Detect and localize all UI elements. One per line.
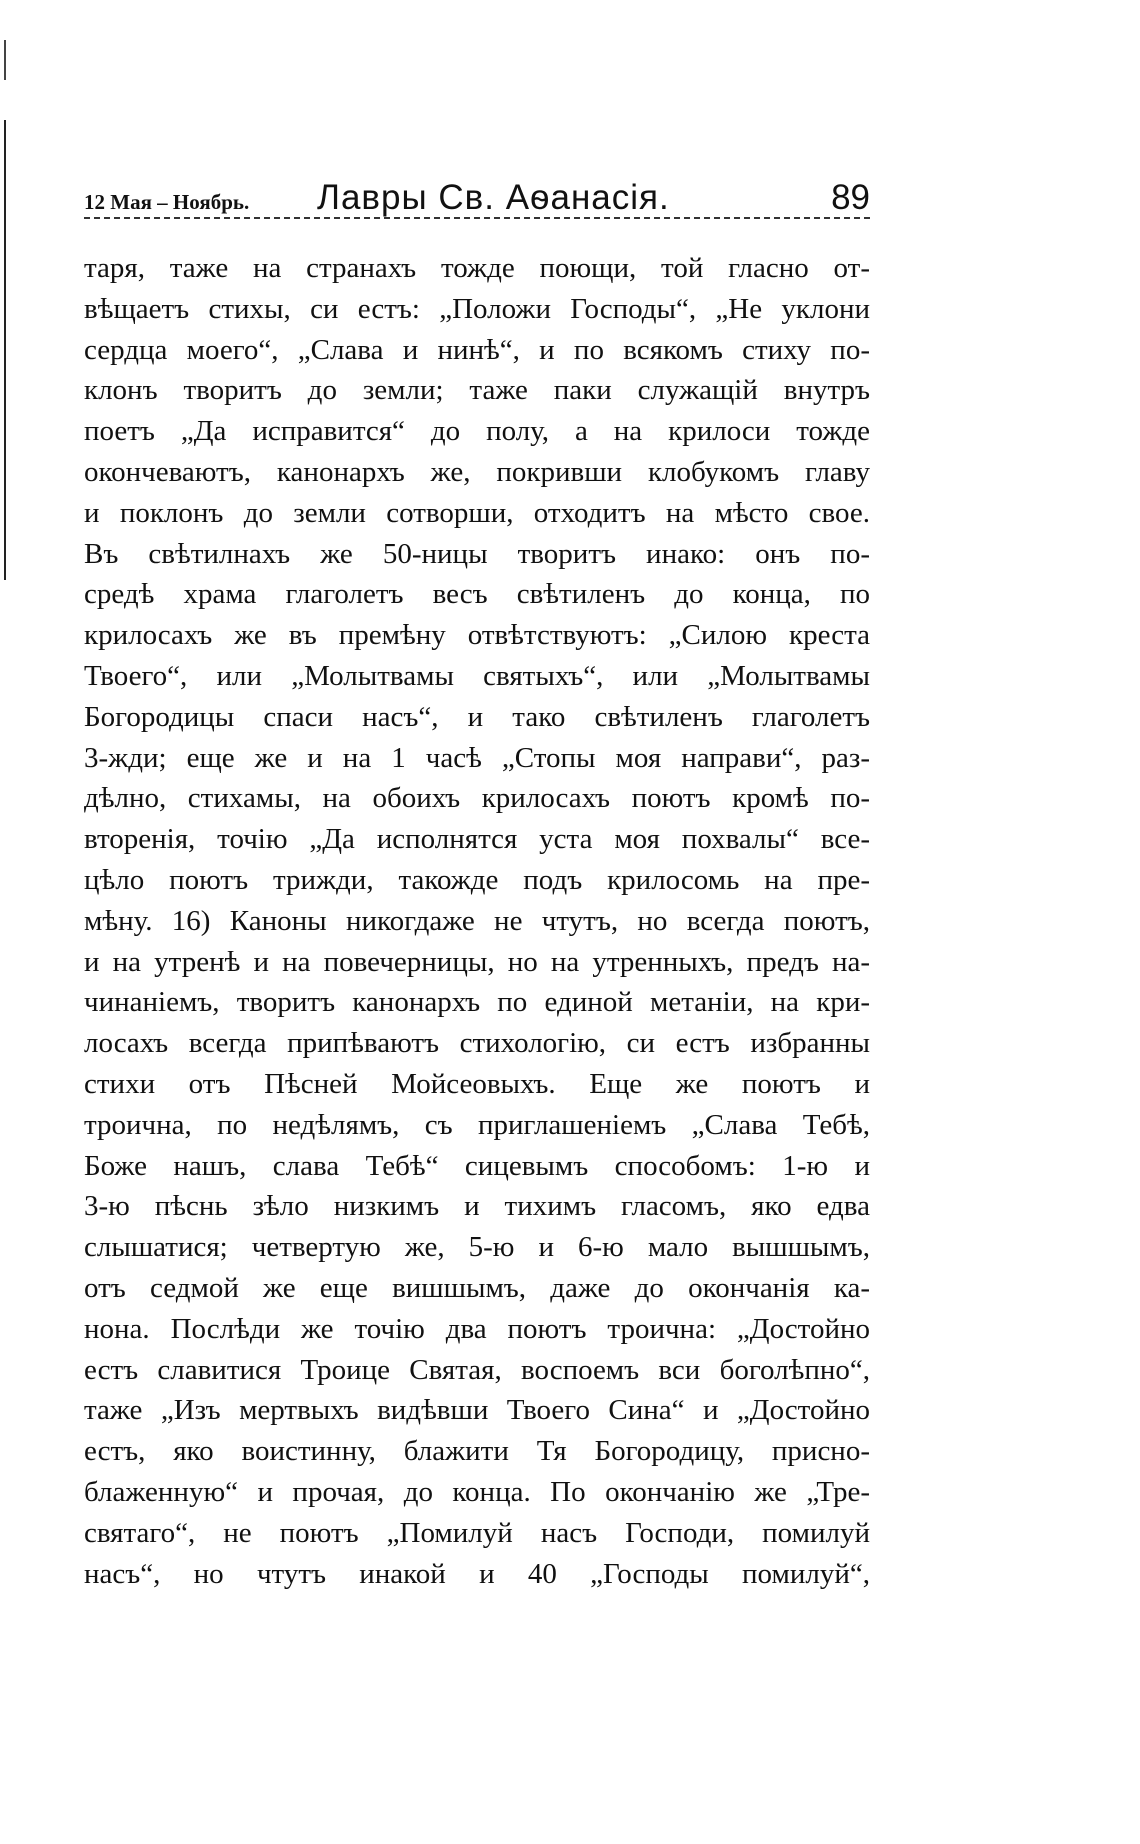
- scan-edge-mark: [4, 40, 6, 80]
- text-line: нона. Послѣди же точію два поютъ троична: „Достойно: [84, 1312, 870, 1345]
- text-line: таже „Изъ мертвыхъ видѣвши Твоего Сина“ и „Достойно: [84, 1394, 870, 1427]
- text-line: блаженную“ и прочая, до конца. По окончанію же „Тре-: [84, 1475, 870, 1508]
- text-line: троична, по недѣлямъ, съ приглашеніемъ „Слава Тебѣ,: [84, 1108, 870, 1141]
- text-line: стихи отъ Пѣсней Мойсеовыхъ. Еще же поютъ и: [84, 1067, 870, 1100]
- text-line: Боже нашъ, слава Тебѣ“ сицевымъ способомъ: 1-ю и: [84, 1149, 870, 1182]
- text-line: Въ свѣтилнахъ же 50-ницы творитъ инако: онъ по-: [84, 537, 870, 570]
- text-line: 3-ю пѣснь зѣло низкимъ и тихимъ гласомъ, яко едва: [84, 1190, 870, 1223]
- text-line: цѣло поютъ трижди, такожде подъ крилосомь на пре-: [84, 863, 870, 896]
- text-line: насъ“, но чтутъ инакой и 40 „Господы помилуй“,: [84, 1557, 870, 1590]
- text-line: окончеваютъ, канонархъ же, покривши клобукомъ главу: [84, 455, 870, 488]
- running-header: [84, 178, 870, 222]
- text-line: слышатися; четвертую же, 5-ю и 6-ю мало вышшымъ,: [84, 1231, 870, 1264]
- text-line: естъ, яко воистинну, блажити Тя Богородицу, присно-: [84, 1435, 870, 1468]
- text-line: клонъ творитъ до земли; таже паки служащій внутръ: [84, 374, 870, 407]
- text-line: вѣщаетъ стихы, си естъ: „Положи Господы“, „Не уклони: [84, 292, 870, 325]
- text-line: Твоего“, или „Молытвамы святыхъ“, или „Молытвамы: [84, 659, 870, 692]
- text-line: сердца моего“, „Слава и нинѣ“, и по всякомъ стиху по-: [84, 333, 870, 366]
- text-line: чинаніемъ, творитъ канонархъ по единой метаніи, на кри-: [84, 986, 870, 1019]
- scan-edge-line: [4, 120, 6, 580]
- text-line: поетъ „Да исправится“ до полу, а на крилоси тожде: [84, 415, 870, 448]
- header-date-range: 12 Мая – Ноябрь.: [84, 190, 250, 214]
- text-line: отъ седмой же еще вишшымъ, даже до окончанія ка-: [84, 1271, 870, 1304]
- text-line: крилосахъ же въ премѣну отвѣтствуютъ: „Силою креста: [84, 619, 870, 652]
- header-title: Лавры Св. Аѳанасія.: [317, 178, 670, 217]
- text-line: святаго“, не поютъ „Помилуй насъ Господи, помилуй: [84, 1516, 870, 1549]
- text-line: дѣлно, стихамы, на обоихъ крилосахъ поютъ кромѣ по-: [84, 782, 870, 815]
- text-line: Богородицы спаси насъ“, и тако свѣтиленъ глаголетъ: [84, 700, 870, 733]
- text-line: таря, таже на странахъ тожде поющи, той гласно от-: [84, 252, 870, 284]
- text-line: естъ славитися Троице Святая, воспоемъ вси боголѣпно“,: [84, 1353, 870, 1386]
- text-line: средѣ храма глаголетъ весъ свѣтиленъ до конца, по: [84, 578, 870, 611]
- text-line: мѣну. 16) Каноны никогдаже не чтутъ, но всегда поютъ,: [84, 904, 870, 937]
- text-line: и поклонъ до земли сотворши, отходитъ на мѣсто свое.: [84, 496, 870, 529]
- text-line: 3-жди; еще же и на 1 часѣ „Стопы моя направи“, раз-: [84, 741, 870, 774]
- text-line: лосахъ всегда припѣваютъ стихологію, си естъ избранны: [84, 1027, 870, 1060]
- header-divider: [84, 217, 870, 219]
- text-line: и на утренѣ и на повечерницы, но на утренныхъ, предъ на-: [84, 945, 870, 978]
- body-text: [84, 248, 870, 1594]
- text-line: вторенія, точію „Да исполнятся уста моя похвалы“ все-: [84, 823, 870, 856]
- page-number: 89: [831, 178, 870, 217]
